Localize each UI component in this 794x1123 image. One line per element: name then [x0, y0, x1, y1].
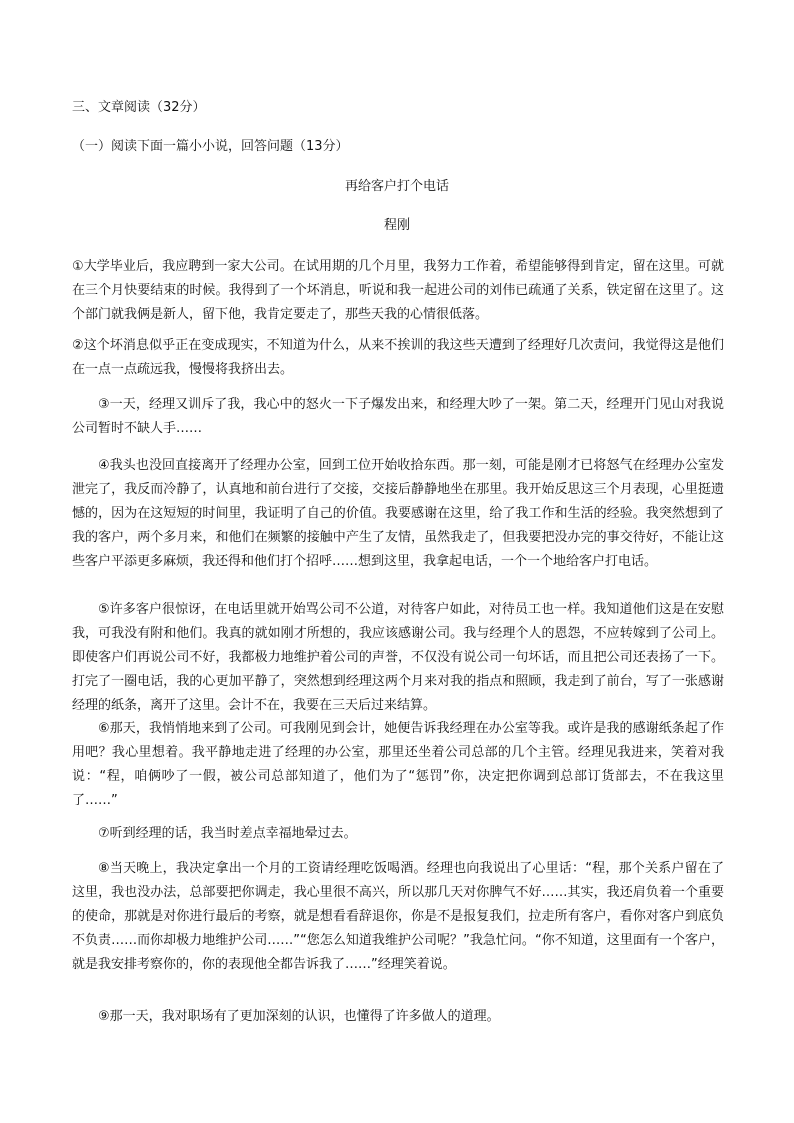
story-author: 程刚: [383, 218, 410, 233]
subsection-heading: （一）阅读下面一篇小小说，回答问题（13分）: [72, 139, 349, 154]
section-heading: 三、文章阅读（32分）: [72, 100, 206, 115]
paragraph-1: ①大学毕业后，我应聘到一家大公司。在试用期的几个月里，我努力工作着，希望能够得到肯定，留在这里。可就在三个月快要结束的时候。我得到了一个坏消息，听说和我一起进公司的刘伟已疏通了关系，铁定留在这里了。这个部门就我俩是新人，留下他，我肯定要走了，那些天我的心情很低落。: [72, 259, 724, 322]
paragraph-6: ⑥那天，我悄悄地来到了公司。可我刚见到会计，她便告诉我经理在办公室等我。或许是我的感谢纸条起了作用吧？我心里想着。我平静地走进了经理的办公室，那里还坐着公司总部的几个主管。经理见我进来，笑着对我说：“程，咱俩吵了一假，被公司总部知道了，他们为了“惩罚”你，决定把你调到总部订货部去，不在我这里了……”: [72, 721, 724, 808]
paragraph-3: ③一天，经理又训斥了我，我心中的怒火一下子爆发出来，和经理大吵了一架。第二天，经理开门见山对我说公司暂时不缺人手……: [72, 397, 724, 436]
paragraph-4: ④我头也没回直接离开了经理办公室，回到工位开始收拾东西。那一刻，可能是刚才已将怒气在经理办公室发泄完了，我反而冷静了，认真地和前台进行了交接，交接后静静地坐在那里。我开始反思这三个月表现，心里挺遗憾的，因为在这短短的时间里，我证明了自己的价值。我要感谢在这里，给了我工作和生活的经验。我突然想到了我的客户，两个多月来，和他们在频繁的接触中产生了友情，虽然我走了，但我要把没办完的事交待好，不能让这些客户平添更多麻烦，我还得和他们打个招呼……想到这里，我拿起电话，一个一个地给客户打电话。: [72, 458, 724, 569]
story-title: 再给客户打个电话: [344, 179, 449, 194]
paragraph-7: ⑦听到经理的话，我当时差点幸福地晕过去。: [98, 826, 357, 841]
paragraph-8: ⑧当天晚上，我决定拿出一个月的工资请经理吃饭喝酒。经理也向我说出了心里话：“程，那个关系户留在了这里，我也没办法，总部要把你调走，我心里很不高兴，所以那几天对你脾气不好……其实，我还肩负着一个重要的使命，那就是对你进行最后的考察，就是想看看辞退你，你是不是报复我们，拉走所有客户，看你对客户到底负不负责……而你却极力地维护公司……”“您怎么知道我维护公司呢？”我急忙问。“你不知道，这里面有一个客户，就是我安排考察你的，你的表现他全都告诉我了……”经理笑着说。: [72, 861, 724, 972]
paragraph-9: ⑨那一天，我对职场有了更加深刻的认识，也懂得了许多做人的道理。: [98, 1009, 500, 1024]
paragraph-5: ⑤许多客户很惊讶，在电话里就开始骂公司不公道，对待客户如此，对待员工也一样。我知道他们这是在安慰我，可我没有附和他们。我真的就如刚才所想的，我应该感谢公司。我与经理个人的恩怨，不应转嫁到了公司上。即使客户们再说公司不好，我都极力地维护着公司的声誉，不仅没有说公司一句坏话，而且把公司还表扬了一下。打完了一圈电话，我的心更加平静了，突然想到经理这两个月来对我的指点和照顾，我走到了前台，写了一张感谢经理的纸条，离开了这里。会计不在，我要在三天后过来结算。: [72, 602, 724, 713]
paragraph-2: ②这个坏消息似乎正在变成现实，不知道为什么，从来不挨训的我这些天遭到了经理好几次责问，我觉得这是他们在一点一点疏远我，慢慢将我挤出去。: [72, 338, 724, 377]
